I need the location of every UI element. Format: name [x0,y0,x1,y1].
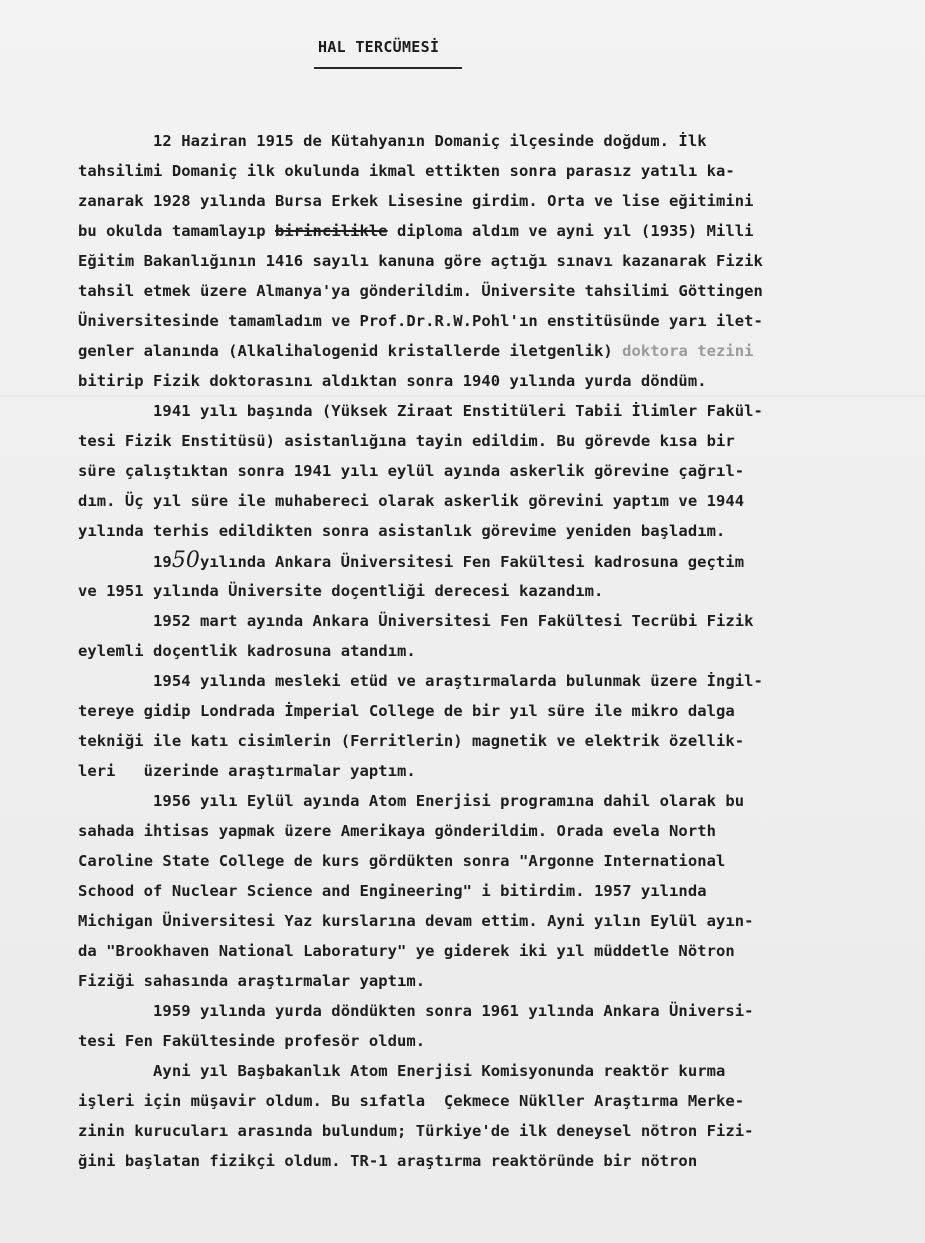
text-segment: 1952 mart ayında Ankara Üniversitesi Fen Fakültesi Tecrübi Fizik [78,612,754,630]
text-segment: da "Brookhaven National Laboratury" ye giderek iki yıl müddetle Nötron [78,942,735,960]
text-segment: tesi Fizik Enstitüsü) asistanlığına tayin edildim. Bu görevde kısa bir [78,432,735,450]
text-line [78,126,878,156]
text-segment: bu okulda tamamlayıp [78,222,276,240]
text-segment: 1956 yılı Eylül ayında Atom Enerjisi programına dahil olarak bu [78,792,745,810]
text-line [78,1026,878,1056]
text-segment: 1959 yılında yurda döndükten sonra 1961 yılında Ankara Üniversi- [78,1002,754,1020]
text-segment: Caroline State College de kurs gördükten sonra "Argonne International [78,852,726,870]
text-segment: eylemli doçentlik kadrosuna atandım. [78,642,416,660]
text-line [78,1056,878,1086]
text-segment: 1941 yılı başında (Yüksek Ziraat Enstitüleri Tabii İlimler Fakül- [78,402,763,420]
text-line [78,216,878,246]
text-line [78,546,878,576]
text-strike: birincilikle [275,222,388,240]
text-segment: genler alanında (Alkalihalogenid kristallerde iletgenlik) [78,342,623,360]
text-segment: 19 [78,553,172,571]
text-segment: tereye gidip Londrada İmperial College de bir yıl süre ile mikro dalga [78,702,735,720]
text-segment: dım. Üç yıl süre ile muhabereci olarak askerlik görevini yaptım ve 1944 [78,492,745,510]
text-segment: ve 1951 yılında Üniversite doçentliği derecesi kazandım. [78,582,604,600]
text-line [78,906,878,936]
text-segment: 12 Haziran 1915 de Kütahyanın Domaniç ilçesinde doğdum. İlk [78,132,707,150]
text-segment: Ayni yıl Başbakanlık Atom Enerjisi Komisyonunda reaktör kurma [78,1062,726,1080]
text-segment: leri üzerinde araştırmalar yaptım. [78,762,416,780]
text-line [78,756,878,786]
text-segment: Eğitim Bakanlığının 1416 sayılı kanuna göre açtığı sınavı kazanarak Fizik [78,252,763,270]
text-segment: işleri için müşavir oldum. Bu sıfatla Çekmece Nükller Araştırma Merke- [78,1092,745,1110]
text-segment: Üniversitesinde tamamladım ve Prof.Dr.R.W.Pohl'ın enstitüsünde yarı ilet- [78,312,763,330]
text-line [78,366,878,396]
document-body [78,126,878,1176]
text-line [78,516,878,546]
text-line [78,246,878,276]
text-segment: diploma aldım ve ayni yıl (1935) Milli [387,222,754,240]
text-segment: tahsil etmek üzere Almanya'ya gönderildim. Üniversite tahsilimi Göttingen [78,282,763,300]
text-segment: sahada ihtisas yapmak üzere Amerikaya gönderildim. Orada evela North [78,822,716,840]
text-line [78,936,878,966]
text-segment: Schood of Nuclear Science and Engineering" i bitirdim. 1957 yılında [78,882,707,900]
text-line [78,576,878,606]
text-line [78,876,878,906]
text-segment: bitirip Fizik doktorasını aldıktan sonra 1940 yılında yurda döndüm. [78,372,707,390]
text-segment: tesi Fen Fakültesinde profesör oldum. [78,1032,426,1050]
text-segment: ğini başlatan fizikçi oldum. TR-1 araştırma reaktöründe bir nötron [78,1152,698,1170]
text-line [78,426,878,456]
text-segment: süre çalıştıktan sonra 1941 yılı eylül ayında askerlik görevine çağrıl- [78,462,745,480]
document-title: HAL TERCÜMESİ [318,38,440,56]
text-segment: zanarak 1928 yılında Bursa Erkek Lisesine girdim. Orta ve lise eğitimini [78,192,754,210]
text-line [78,606,878,636]
text-line [78,1086,878,1116]
text-line [78,636,878,666]
text-line [78,1146,878,1176]
text-segment: Fiziği sahasında araştırmalar yaptım. [78,972,426,990]
text-faded: doktora tezini [622,342,754,360]
text-segment: 1954 yılında mesleki etüd ve araştırmalarda bulunmak üzere İngil- [78,672,763,690]
text-line [78,336,878,366]
text-line [78,666,878,696]
text-line [78,456,878,486]
text-segment: tekniği ile katı cisimlerin (Ferritlerin) magnetik ve elektrik özellik- [78,732,745,750]
text-line [78,816,878,846]
text-line [78,1116,878,1146]
text-line [78,396,878,426]
text-segment: zinin kurucuları arasında bulundum; Türkiye'de ilk deneysel nötron Fizi- [78,1122,754,1140]
text-line [78,486,878,516]
text-line [78,276,878,306]
text-segment: yılında terhis edildikten sonra asistanlık görevime yeniden başladım. [78,522,726,540]
text-line [78,786,878,816]
text-line [78,966,878,996]
text-line [78,726,878,756]
title-underline [314,67,462,69]
text-line [78,156,878,186]
text-line [78,846,878,876]
text-handwritten: 50 [171,548,200,573]
text-segment: tahsilimi Domaniç ilk okulunda ikmal ettikten sonra parasız yatılı ka- [78,162,735,180]
text-line [78,186,878,216]
text-line [78,306,878,336]
text-line [78,996,878,1026]
text-line [78,696,878,726]
text-segment: Michigan Üniversitesi Yaz kurslarına devam ettim. Ayni yılın Eylül ayın- [78,912,754,930]
text-segment: yılında Ankara Üniversitesi Fen Fakültesi kadrosuna geçtim [199,553,745,571]
